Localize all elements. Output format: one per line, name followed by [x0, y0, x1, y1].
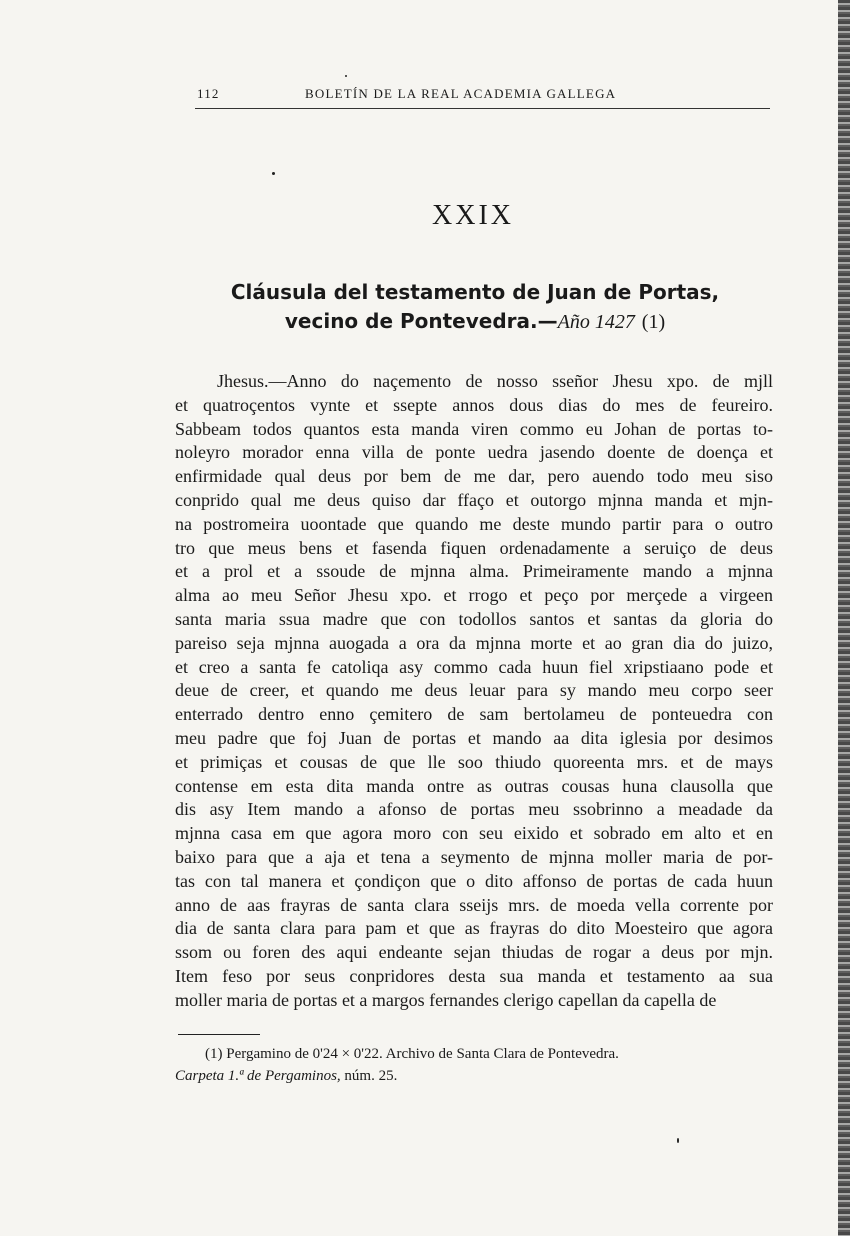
title-place: vecino de Pontevedra.— — [284, 309, 558, 333]
body-line: tro que meus bens et fasenda fiquen ordenadamente a seruiço de deus — [175, 537, 773, 558]
body-line: et a prol et a ssoude de mjnna alma. Primeiramente mando a mjnna — [175, 561, 773, 582]
body-line: enfirmidade qual deus por bem de me dar, pero auendo todo meu siso — [175, 466, 773, 487]
body-line: Item feso por seus conpridores desta sua manda et testamento aa sua — [175, 965, 773, 986]
footnote — [175, 1043, 775, 1087]
body-line: alma ao meu Señor Jhesu xpo. et rrogo et peço por merçede a virgeen — [175, 585, 773, 606]
body-line: na postromeira uoontade que quando me deste mundo partir para o outro — [175, 513, 773, 534]
footnote-line-1: (1) Pergamino de 0'24 × 0'22. Archivo de Santa Clara de Pontevedra. — [205, 1046, 619, 1062]
title-year: Año 1427 — [557, 311, 635, 333]
body-line: et primiças et cousas de que lle soo thiudo quoreenta mrs. et de mays — [175, 751, 773, 772]
body-line: conprido qual me deus quiso dar ffaço et outorgo mjnna manda et mjn- — [175, 489, 773, 510]
body-line: baixo para que a aja et tena a seymento de mjnna moller maria de por- — [175, 846, 773, 867]
body-line: et creo a santa fe catoliqa asy commo cada huun fiel xripstiaano pode et — [175, 656, 773, 677]
body-line: deue de creer, et quando me deus leuar para sy mando meu corpo seer — [175, 680, 773, 701]
ink-speck — [272, 172, 275, 175]
footnote-marker: (1) — [641, 311, 666, 333]
body-line: mjnna casa em que agora moro con seu eixido et sobrado em alto et en — [175, 823, 773, 844]
body-line: contense em esta dita manda ontre as outras cousas huna clausolla que — [175, 775, 773, 796]
ink-speck — [345, 75, 347, 77]
footnote-divider — [178, 1034, 260, 1035]
body-line: anno de aas frayras de santa clara sseijs mrs. de moeda vella corrente por — [175, 894, 773, 915]
running-head — [195, 84, 770, 109]
body-line: tas con tal manera et çondiçon que o dito affonso de portas de cada huun — [175, 870, 773, 891]
title-line-1: Cláusula del testamento de Juan de Portas, — [230, 280, 720, 304]
body-line: ssom ou foren des aqui endeante sejan thiudas de rogar a deus por mjn. — [175, 942, 773, 963]
ink-speck — [677, 1138, 679, 1143]
body-text — [175, 370, 773, 1013]
footnote-rest: núm. 25. — [340, 1068, 398, 1084]
body-line: dis asy Item mando a afonso de portas meu ssobrinno a meadade da — [175, 799, 773, 820]
footnote-line-2 — [175, 1065, 775, 1087]
title-line-2 — [180, 307, 770, 337]
footnote-italic: Carpeta 1.ª de Pergaminos, — [175, 1068, 341, 1084]
document-number: XXIX — [432, 200, 514, 231]
body-line: enterrado dentro enno çemitero de sam bertolameu de ponteuedra con — [175, 704, 773, 725]
body-line: et quatroçentos vynte et ssepte annos dous dias do mes de feureiro. — [175, 394, 773, 415]
body-line: santa maria ssua madre que con todollos santos et santas da gloria do — [175, 608, 773, 629]
journal-title: BOLETÍN DE LA REAL ACADEMIA GALLEGA — [305, 86, 617, 101]
document-title — [180, 278, 770, 337]
body-line: meu padre que foj Juan de portas et mando aa dita iglesia por desimos — [175, 727, 773, 748]
page-number: 112 — [197, 86, 220, 101]
body-line: dia de santa clara para pam et que as frayras do dito Moesteiro que agora — [175, 918, 773, 939]
body-line: pareiso seja mjnna auogada a ora da mjnna morte et ao gran dia do juizo, — [175, 632, 773, 653]
body-line: Sabbeam todos quantos esta manda viren commo eu Johan de portas to- — [175, 418, 773, 439]
body-line: noleyro morador enna villa de ponte uedra jasendo doente de doença et — [175, 442, 773, 463]
book-edge-shadow — [838, 0, 850, 1236]
body-line: Jhesus.—Anno do naçemento de nosso sseñor Jhesu xpo. de mjll — [217, 371, 773, 391]
body-line: moller maria de portas et a margos fernandes clerigo capellan da capella de — [175, 989, 717, 1010]
